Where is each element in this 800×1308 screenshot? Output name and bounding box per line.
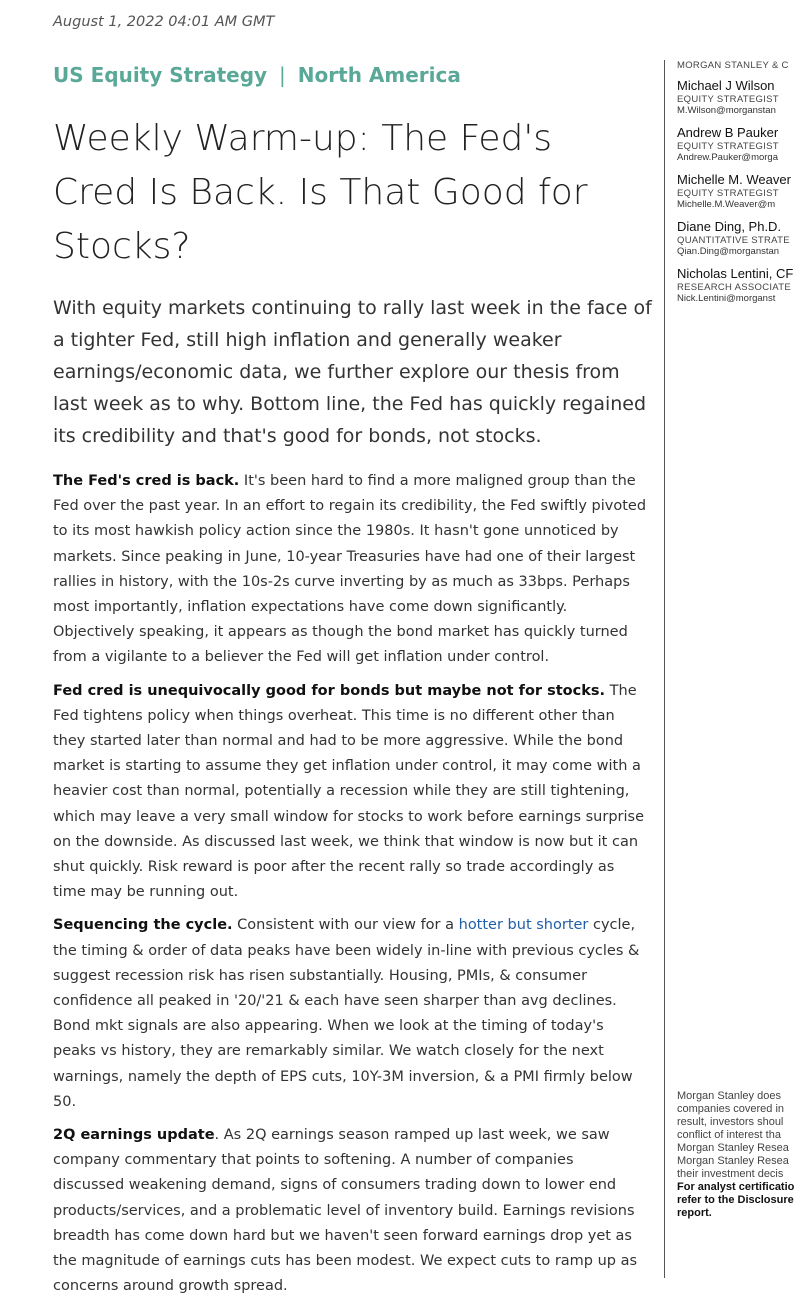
disclaimer-line: their investment decis — [677, 1168, 784, 1180]
analyst-role: EQUITY STRATEGIST — [677, 94, 779, 105]
disclaimer-line: Morgan Stanley Resea — [677, 1142, 789, 1154]
sidebar-divider — [664, 60, 665, 1278]
analyst-email-link[interactable]: Nick.Lentini@morganst — [677, 293, 776, 304]
disclaimer-line: result, investors shoul — [677, 1116, 784, 1128]
analyst-name: Andrew B Pauker — [677, 125, 779, 140]
section-region: North America — [297, 63, 461, 87]
paragraph-sequencing — [53, 913, 648, 1115]
paragraph-text: The Fed tightens policy when things overheat. This time is no different other than they started later than normal and had to be more aggressive. While the bond market is starting to assume they get inflation under control, it may come with a heavier cost than normal, potentially a recession while they are still tightening, which may leave a very small window for stocks to work before earnings surprise on the downside. As discussed last week, we think that window is now but it can shut quickly. Risk reward is poor after the recent rally so trade accordingly as time may be running out. — [53, 682, 644, 901]
analyst-name: Diane Ding, Ph.D. — [677, 219, 782, 234]
section-separator: | — [279, 63, 286, 87]
paragraph-text: It's been hard to find a more maligned group than the Fed over the past year. In an effort to regain its credibility, the Fed swiftly pivoted to its most hawkish policy action since the 1980s. It hasn't gone unnoticed by markets. Since peaking in June, 10-year Treasuries have had one of their largest rallies in history, with the 10s-2s curve inverting by as much as 33bps. Perhaps most importantly, inflation expectations have come down significantly. Objectively speaking, it appears as though the bond market has quickly turned from a vigilante to a believer the Fed will get inflation under control. — [53, 473, 647, 666]
analyst-email-link[interactable]: Andrew.Pauker@morga — [677, 152, 778, 163]
section-strategy: US Equity Strategy — [53, 63, 268, 87]
paragraph-bonds-vs-stocks — [53, 679, 648, 906]
analyst-email-link[interactable]: Qian.Ding@morganstan — [677, 246, 780, 257]
disclaimer-bold-line: For analyst certificatio — [677, 1181, 795, 1193]
analyst-card — [677, 266, 800, 305]
report-date: August 1, 2022 04:01 AM GMT — [53, 14, 275, 30]
analyst-role: RESEARCH ASSOCIATE — [677, 282, 791, 293]
paragraph-lead: Sequencing the cycle. — [53, 917, 233, 934]
analyst-card — [677, 219, 800, 258]
analyst-card — [677, 172, 800, 211]
paragraph-fed-cred — [53, 469, 648, 671]
disclaimer-line: Morgan Stanley does — [677, 1090, 781, 1102]
paragraph-lead: The Fed's cred is back. — [53, 473, 240, 489]
analyst-role: EQUITY STRATEGIST — [677, 188, 779, 199]
analyst-role: EQUITY STRATEGIST — [677, 141, 779, 152]
analyst-card — [677, 78, 800, 117]
paragraph-text: . As 2Q earnings season ramped up last week, we saw company commentary that points to softening. A number of companies discussed weakening demand, signs of consumers trading down to lower end products/services, and a problematic level of inventory build. Earnings revisions breadth has come down hard but we haven't seen forward earnings drop yet as the magnitude of earnings cuts has been modest. We expect cuts to ramp up as concerns around growth spread. — [53, 1127, 638, 1295]
section-heading — [53, 63, 461, 87]
hotter-but-shorter-link[interactable]: hotter but shorter — [458, 917, 589, 934]
disclaimer — [677, 1090, 800, 1220]
firm-name: MORGAN STANLEY & C — [677, 60, 789, 71]
analyst-name: Michelle M. Weaver — [677, 172, 791, 187]
analyst-role: QUANTITATIVE STRATE — [677, 235, 790, 246]
disclaimer-bold-line: refer to the Disclosure — [677, 1194, 794, 1206]
disclaimer-line: companies covered in — [677, 1103, 785, 1115]
analyst-email-link[interactable]: M.Wilson@morganstan — [677, 105, 776, 116]
paragraph-earnings-update — [53, 1123, 648, 1299]
analyst-email-link[interactable]: Michelle.M.Weaver@m — [677, 199, 776, 210]
paragraph-text: Consistent with our view for a — [232, 917, 459, 934]
analyst-card — [677, 125, 800, 164]
paragraph-text: cycle, the timing & order of data peaks have been widely in-line with previous cycles & suggest recession risk has risen substantially. Housing, PMIs, & consumer confidence all peaked in '20/'21 & each have seen sharper than avg declines. Bond mkt signals are also appearing. When we look at the timing of today's peaks vs history, they are remarkably similar. We watch closely for the next warnings, namely the depth of EPS cuts, 10Y-3M inversion, & a PMI firmly below 50. — [53, 917, 640, 1110]
report-title: Weekly Warm-up: The Fed's Cred Is Back. Is That Good for Stocks? — [53, 118, 588, 267]
disclaimer-line: Morgan Stanley Resea — [677, 1155, 789, 1167]
disclaimer-bold-line: report. — [677, 1207, 712, 1219]
paragraph-lead: 2Q earnings update — [53, 1127, 215, 1144]
report-summary: With equity markets continuing to rally last week in the face of a tighter Fed, still high inflation and generally weaker earnings/economic data, we further explore our thesis from last week as to why. Bottom line, the Fed has quickly regained its credibility and that's good for bonds, not stocks. — [53, 297, 652, 447]
disclaimer-line: conflict of interest tha — [677, 1129, 781, 1141]
analyst-sidebar — [677, 60, 800, 313]
analyst-name: Nicholas Lentini, CF — [677, 266, 794, 281]
paragraph-lead: Fed cred is unequivocally good for bonds but maybe not for stocks. — [53, 682, 606, 699]
report-body — [53, 469, 648, 1308]
analyst-name: Michael J Wilson — [677, 78, 775, 93]
